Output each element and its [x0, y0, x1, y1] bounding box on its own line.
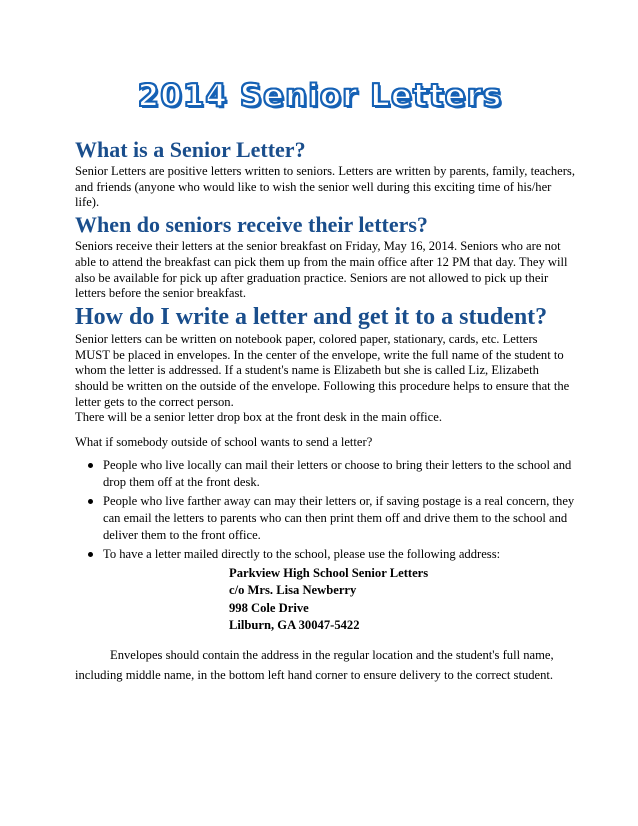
delivery-options-list [75, 457, 575, 563]
section-body-how-dropbox: There will be a senior letter drop box at the front desk in the main office. [75, 410, 442, 425]
section-body-how: Senior letters can be written on notebook paper, colored paper, stationary, cards, etc. Letters MUST be placed in envelopes. In the center of the envelope, write the full name of the student to whom the letter is addressed. If a student's name is Elizabeth but she is called Liz, Elizabeth should be written on the outside of the envelope. Following this procedure helps to ensure that the letter gets to the correct person. [75, 331, 570, 409]
list-item-text: People who live farther away can may their letters or, if saving postage is a real concern, they can email the letters to parents who can then print them off and drive them to the school and deliver them to the front office. [103, 493, 575, 542]
closing-paragraph: Envelopes should contain the address in the regular location and the student's full name, including middle name, in the bottom left hand corner to ensure delivery to the correct student. [75, 647, 554, 682]
address-line-4: Lilburn, GA 30047-5422 [229, 618, 360, 633]
document-body [75, 136, 575, 685]
list-item-text: People who live locally can mail their letters or choose to bring their letters to the school and drop them off at the front desk. [103, 457, 572, 489]
outside-question: What if somebody outside of school wants to send a letter? [75, 435, 373, 450]
section-body-when: Seniors receive their letters at the senior breakfast on Friday, May 16, 2014. Seniors who are not able to attend the breakfast can pick them up from the main office after 12 PM that day. They will also be available for pick up after graduation practice. Seniors are not allowed to pick up their letters before the senior breakfast. [75, 239, 568, 301]
bullet-icon [88, 499, 93, 504]
page-title: 2014 Senior Letters [137, 78, 503, 114]
list-item [103, 546, 575, 563]
section-heading-what: What is a Senior Letter? [75, 137, 306, 162]
list-item [103, 493, 575, 544]
list-item [103, 457, 575, 491]
section-body-what: Senior Letters are positive letters written to seniors. Letters are written by parents, family, teachers, and friends (anyone who would like to wish the senior well during this exciting time of his/her life). [75, 164, 575, 210]
mailing-address [229, 565, 575, 635]
section-heading-when: When do seniors receive their letters? [75, 212, 428, 238]
bullet-icon [88, 463, 93, 468]
list-item-text: To have a letter mailed directly to the school, please use the following address: [103, 546, 501, 561]
section-heading-how: How do I write a letter and get it to a student? [75, 303, 548, 330]
address-line-1: Parkview High School Senior Letters [229, 565, 429, 580]
address-line-2: c/o Mrs. Lisa Newberry [229, 583, 357, 598]
address-line-3: 998 Cole Drive [229, 600, 309, 615]
bullet-icon [88, 552, 93, 557]
